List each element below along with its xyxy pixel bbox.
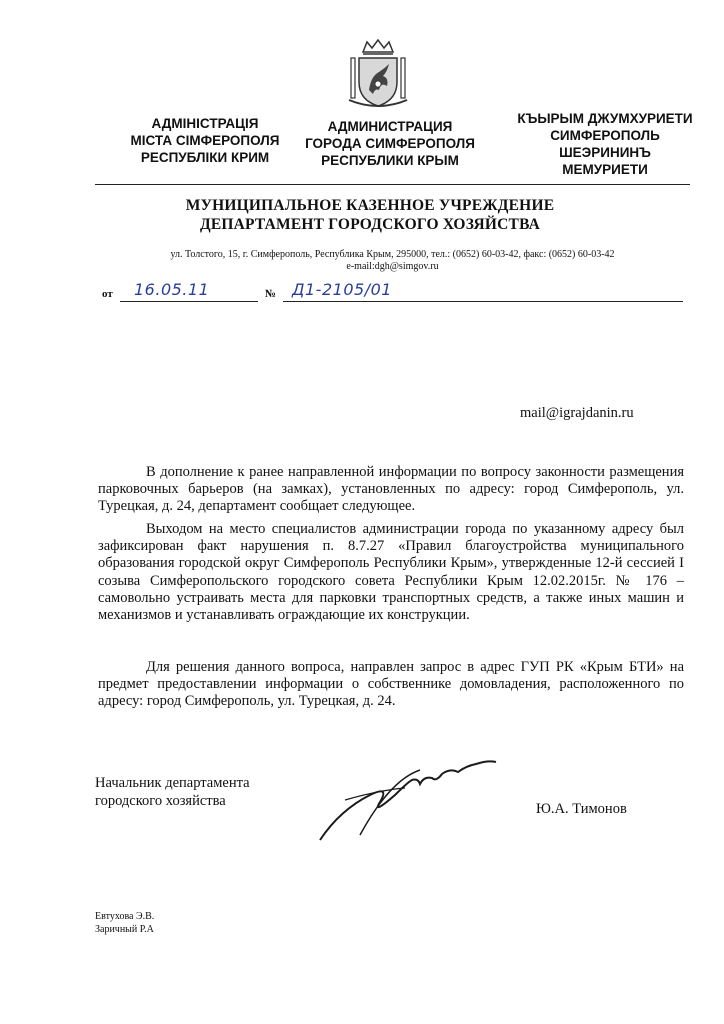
header-rus-line: РЕСПУБЛИКИ КРЫМ [321, 153, 459, 168]
org-email: e-mail:dgh@simgov.ru [346, 261, 439, 272]
header-crh-line: МЕМУРИЕТИ [562, 162, 648, 177]
org-name-line2: ДЕПАРТАМЕНТ ГОРОДСКОГО ХОЗЯЙСТВА [199, 216, 541, 233]
reg-number-line [283, 301, 683, 302]
header-rus-line: АДМИНИСТРАЦИЯ [327, 119, 453, 134]
header-rus-line: ГОРОДА СИМФЕРОПОЛЯ [305, 136, 475, 151]
header-crh-line: КЪЫРЫМ ДЖУМХУРИЕТИ [517, 111, 693, 126]
reg-date-handwritten: 16.05.11 [134, 280, 210, 299]
header-crh-line: СИМФЕРОПОЛЬ [550, 128, 660, 143]
header-crimean-tatar [500, 110, 710, 178]
header-divider [95, 184, 690, 185]
header-ukr-line: РЕСПУБЛІКИ КРИМ [140, 150, 270, 165]
recipient-email: mail@igrajdanin.ru [520, 405, 634, 421]
reg-from-label: от [102, 288, 113, 300]
header-ukr-line: АДМІНІСТРАЦІЯ [151, 116, 259, 131]
org-name-line1: МУНИЦИПАЛЬНОЕ КАЗЕННОЕ УЧРЕЖДЕНИЕ [185, 197, 555, 214]
handwritten-signature [300, 740, 520, 850]
reg-number-handwritten: Д1-2105/01 [292, 280, 392, 299]
crimea-coat-of-arms-icon [345, 38, 411, 110]
header-crh-line: ШЕЭРИНИНЪ [559, 145, 651, 160]
signer-title-line2: городского хозяйства [95, 793, 226, 809]
header-ukrainian [110, 115, 300, 166]
reg-date-line [120, 301, 258, 302]
body-paragraph-1: В дополнение к ранее направленной информации по вопросу законности размещения парковочных барьеров (на замках), установленных по адресу: город Симферополь, ул. Турецкая, д. 24, департамент сообщает следующее. [98, 464, 684, 515]
executor-1: Евтухова Э.В. [95, 911, 155, 922]
header-russian [290, 118, 490, 169]
executor-2: Заричный Р.А [95, 924, 154, 935]
body-paragraph-3: Для решения данного вопроса, направлен запрос в адрес ГУП РК «Крым БТИ» на предмет предоставлении информации о собственнике домовладения, расположенного по адресу: город Симферополь, ул. Турецкая, д. 24. [98, 659, 684, 710]
header-ukr-line: МІСТА СІМФЕРОПОЛЯ [130, 133, 280, 148]
signer-name: Ю.А. Тимонов [536, 801, 627, 817]
reg-number-label: № [265, 288, 277, 300]
signer-title-line1: Начальник департамента [95, 775, 250, 791]
body-paragraph-2: Выходом на место специалистов администрации города по указанному адресу был зафиксирован факт нарушения п. 8.7.27 «Правил благоустройства муниципального образования городской округ Симферополь Республики Крым», утвержденные 12-й сессией I созыва Симферопольского городского совета Республики Крым 12.02.2015г. № 176 – самовольно устраивать места для парковки транспортных средств, а также иных машин и механизмов и устанавливать ограждающие их конструкции. [98, 521, 684, 624]
org-address: ул. Толстого, 15, г. Симферополь, Республика Крым, 295000, тел.: (0652) 60-03-42, факс: (0652) 60-03-42 [170, 249, 615, 260]
